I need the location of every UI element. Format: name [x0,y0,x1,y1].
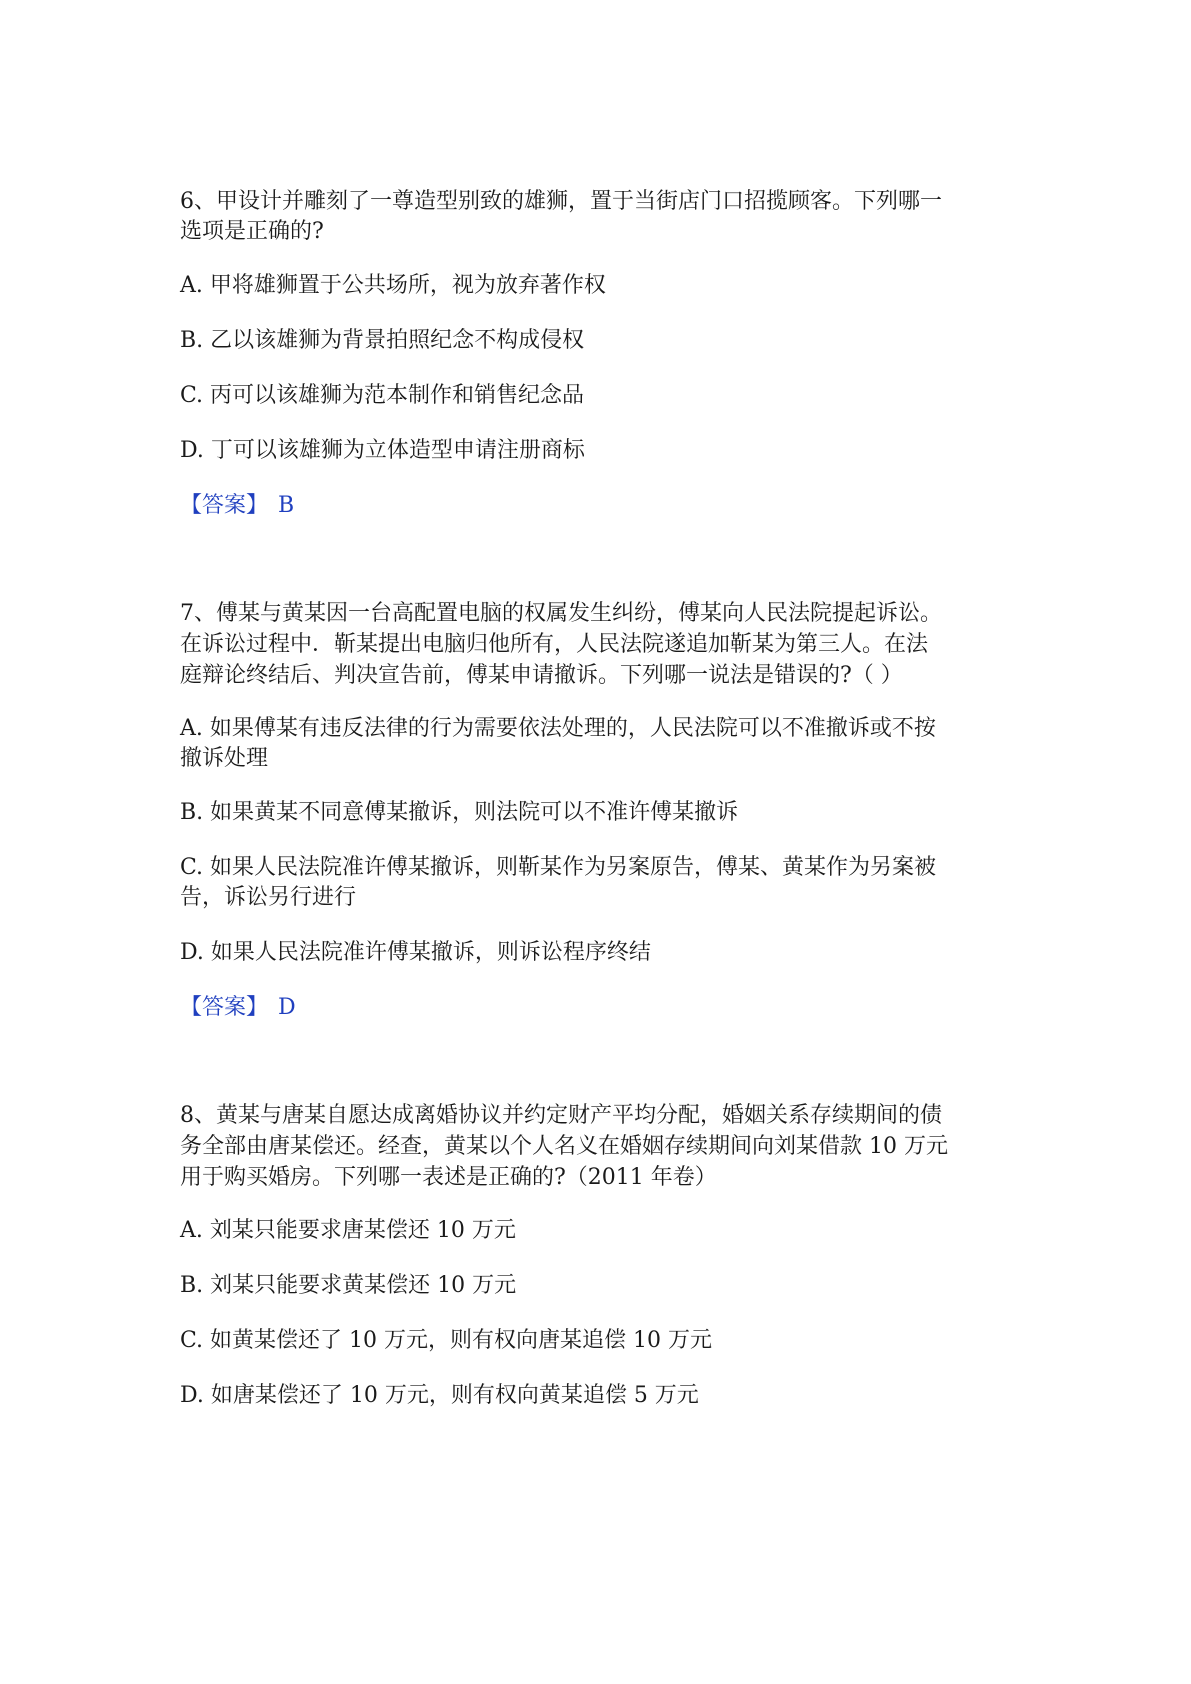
answer-label: 【答案】 [180,995,269,1020]
question-7-option-d: D. 如果人民法院准许傅某撤诉，则诉讼程序终结 [180,940,651,965]
question-7-stem-line-3: 庭辩论终结后、判决宣告前，傅某申请撤诉。下列哪一说法是错误的?（ ） [180,663,903,688]
question-6-option-d: D. 丁可以该雄狮为立体造型申请注册商标 [180,438,585,463]
question-6-stem-line-2: 选项是正确的? [180,219,324,244]
question-6-option-a: A. 甲将雄狮置于公共场所，视为放弃著作权 [180,273,606,298]
question-7-option-c-line-2: 告，诉讼另行进行 [180,885,357,910]
question-8-option-b: B. 刘某只能要求黄某偿还 10 万元 [180,1273,517,1298]
answer-label: 【答案】 [180,493,269,518]
question-7-answer [180,992,1020,1024]
question-7-option-c-line-1: C. 如果人民法院准许傅某撤诉，则靳某作为另案原告，傅某、黄某作为另案被 [180,855,937,880]
question-8-option-a: A. 刘某只能要求唐某偿还 10 万元 [180,1218,516,1243]
question-7-option-a-line-2: 撤诉处理 [180,746,269,771]
answer-value: B [278,493,295,518]
question-8-stem-line-1: 8、黄某与唐某自愿达成离婚协议并约定财产平均分配，婚姻关系存续期间的债 [180,1103,942,1128]
answer-value: D [278,995,296,1020]
question-7-option-a-line-1: A. 如果傅某有违反法律的行为需要依法处理的，人民法院可以不准撤诉或不按 [180,716,936,741]
question-7-stem-line-2: 在诉讼过程中．靳某提出电脑归他所有，人民法院遂追加靳某为第三人。在法 [180,632,929,657]
question-7-stem-line-1: 7、傅某与黄某因一台高配置电脑的权属发生纠纷，傅某向人民法院提起诉讼。 [180,601,942,626]
question-6-option-b: B. 乙以该雄狮为背景拍照纪念不构成侵权 [180,328,585,353]
question-8-option-c: C. 如黄某偿还了 10 万元，则有权向唐某追偿 10 万元 [180,1328,712,1353]
question-6-stem-line-1: 6、甲设计并雕刻了一尊造型别致的雄狮，置于当街店门口招揽顾客。下列哪一 [180,189,942,214]
question-6-answer [180,490,1020,522]
question-7-option-b: B. 如果黄某不同意傅某撤诉，则法院可以不准许傅某撤诉 [180,800,739,825]
question-6-option-c: C. 丙可以该雄狮为范本制作和销售纪念品 [180,383,585,408]
question-8-option-d: D. 如唐某偿还了 10 万元，则有权向黄某追偿 5 万元 [180,1383,699,1408]
question-8-stem-line-3: 用于购买婚房。下列哪一表述是正确的?（2011 年卷） [180,1165,717,1190]
question-8-stem-line-2: 务全部由唐某偿还。经查，黄某以个人名义在婚姻存续期间向刘某借款 10 万元 [180,1134,948,1159]
